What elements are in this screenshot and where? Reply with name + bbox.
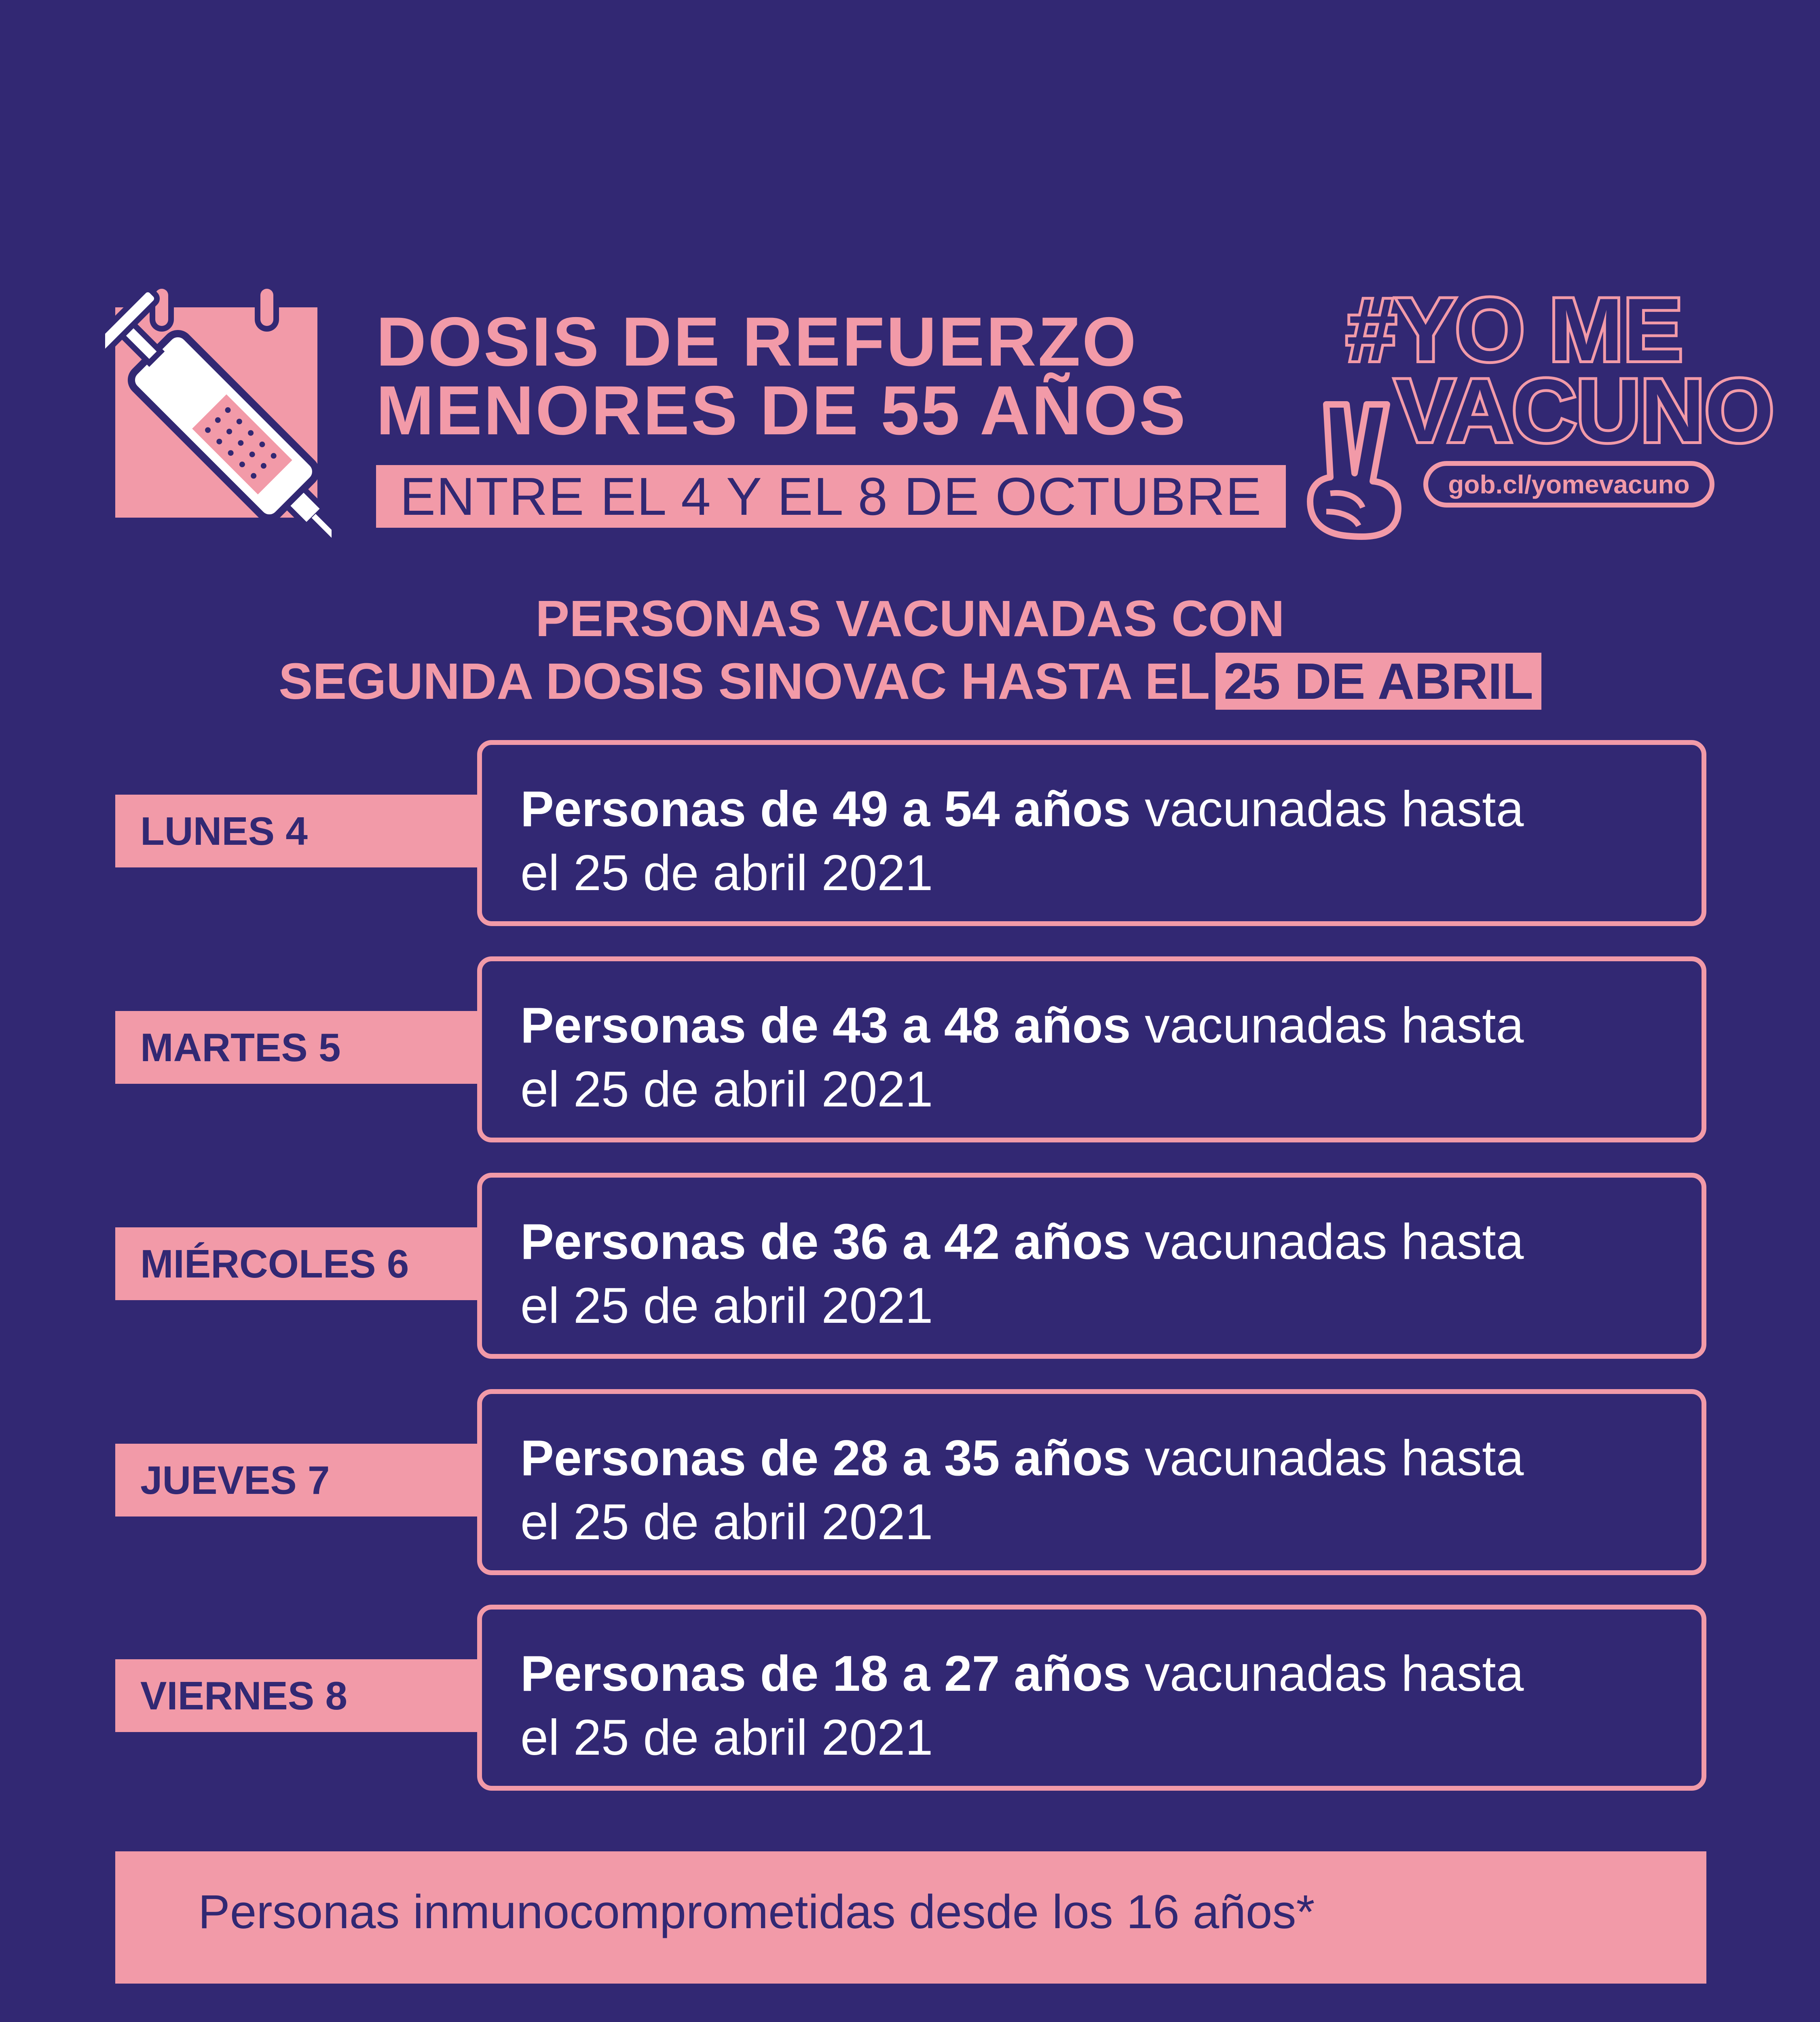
schedule-info-box	[477, 1389, 1706, 1575]
schedule-info-box	[477, 956, 1706, 1142]
schedule-info-box	[477, 1605, 1706, 1791]
age-range: Personas de 49 a 54 años	[520, 781, 1131, 837]
cutoff-date: el 25 de abril 2021	[520, 1494, 933, 1550]
schedule-info-box	[477, 1173, 1706, 1359]
day-label: MIÉRCOLES 6	[115, 1227, 487, 1300]
age-range: Personas de 18 a 27 años	[520, 1646, 1131, 1702]
date-range-banner: ENTRE EL 4 Y EL 8 DE OCTUBRE	[376, 465, 1286, 528]
victory-hand-icon	[1302, 396, 1407, 542]
hashtag-line-2: VACUNO	[1395, 361, 1774, 460]
age-range-suffix: vacunadas hasta	[1131, 998, 1524, 1053]
age-range: Personas de 28 a 35 años	[520, 1430, 1131, 1486]
cutoff-date: el 25 de abril 2021	[520, 1278, 933, 1334]
schedule-row-monday	[0, 740, 1820, 926]
day-label: JUEVES 7	[115, 1444, 487, 1516]
yomevacuno-badge	[1302, 280, 1774, 542]
age-range-suffix: vacunadas hasta	[1131, 1214, 1524, 1270]
title-line-1: DOSIS DE REFUERZO	[376, 303, 1138, 381]
calendar-syringe-icon	[105, 283, 332, 574]
day-label: VIERNES 8	[115, 1659, 487, 1732]
age-range-suffix: vacunadas hasta	[1131, 781, 1524, 837]
age-range: Personas de 36 a 42 años	[520, 1214, 1131, 1270]
schedule-row-wednesday	[0, 1173, 1820, 1359]
age-range-suffix: vacunadas hasta	[1131, 1430, 1524, 1486]
subtitle-date-highlight: 25 DE ABRIL	[1215, 653, 1541, 710]
subtitle-line-1: PERSONAS VACUNADAS CON	[535, 590, 1285, 647]
day-label: MARTES 5	[115, 1011, 487, 1084]
footnote-banner: Personas inmunocomprometidas desde los 16 años*	[115, 1851, 1706, 1984]
cutoff-date: el 25 de abril 2021	[520, 1062, 933, 1117]
subtitle-line-2	[0, 651, 1820, 712]
subtitle-prefix: SEGUNDA DOSIS SINOVAC HASTA EL	[279, 653, 1210, 710]
day-label: LUNES 4	[115, 795, 487, 867]
schedule-row-tuesday	[0, 956, 1820, 1142]
cutoff-date: el 25 de abril 2021	[520, 845, 933, 901]
age-range-suffix: vacunadas hasta	[1131, 1646, 1524, 1702]
schedule-info-box	[477, 740, 1706, 926]
gob-url-pill[interactable]: gob.cl/yomevacuno	[1423, 461, 1714, 508]
age-range: Personas de 43 a 48 años	[520, 998, 1131, 1053]
schedule-row-friday	[0, 1605, 1820, 1791]
cutoff-date: el 25 de abril 2021	[520, 1710, 933, 1766]
schedule-row-thursday	[0, 1389, 1820, 1575]
title-line-2: MENORES DE 55 AÑOS	[376, 372, 1187, 449]
hashtag-line-1: #YO ME	[1347, 280, 1683, 379]
